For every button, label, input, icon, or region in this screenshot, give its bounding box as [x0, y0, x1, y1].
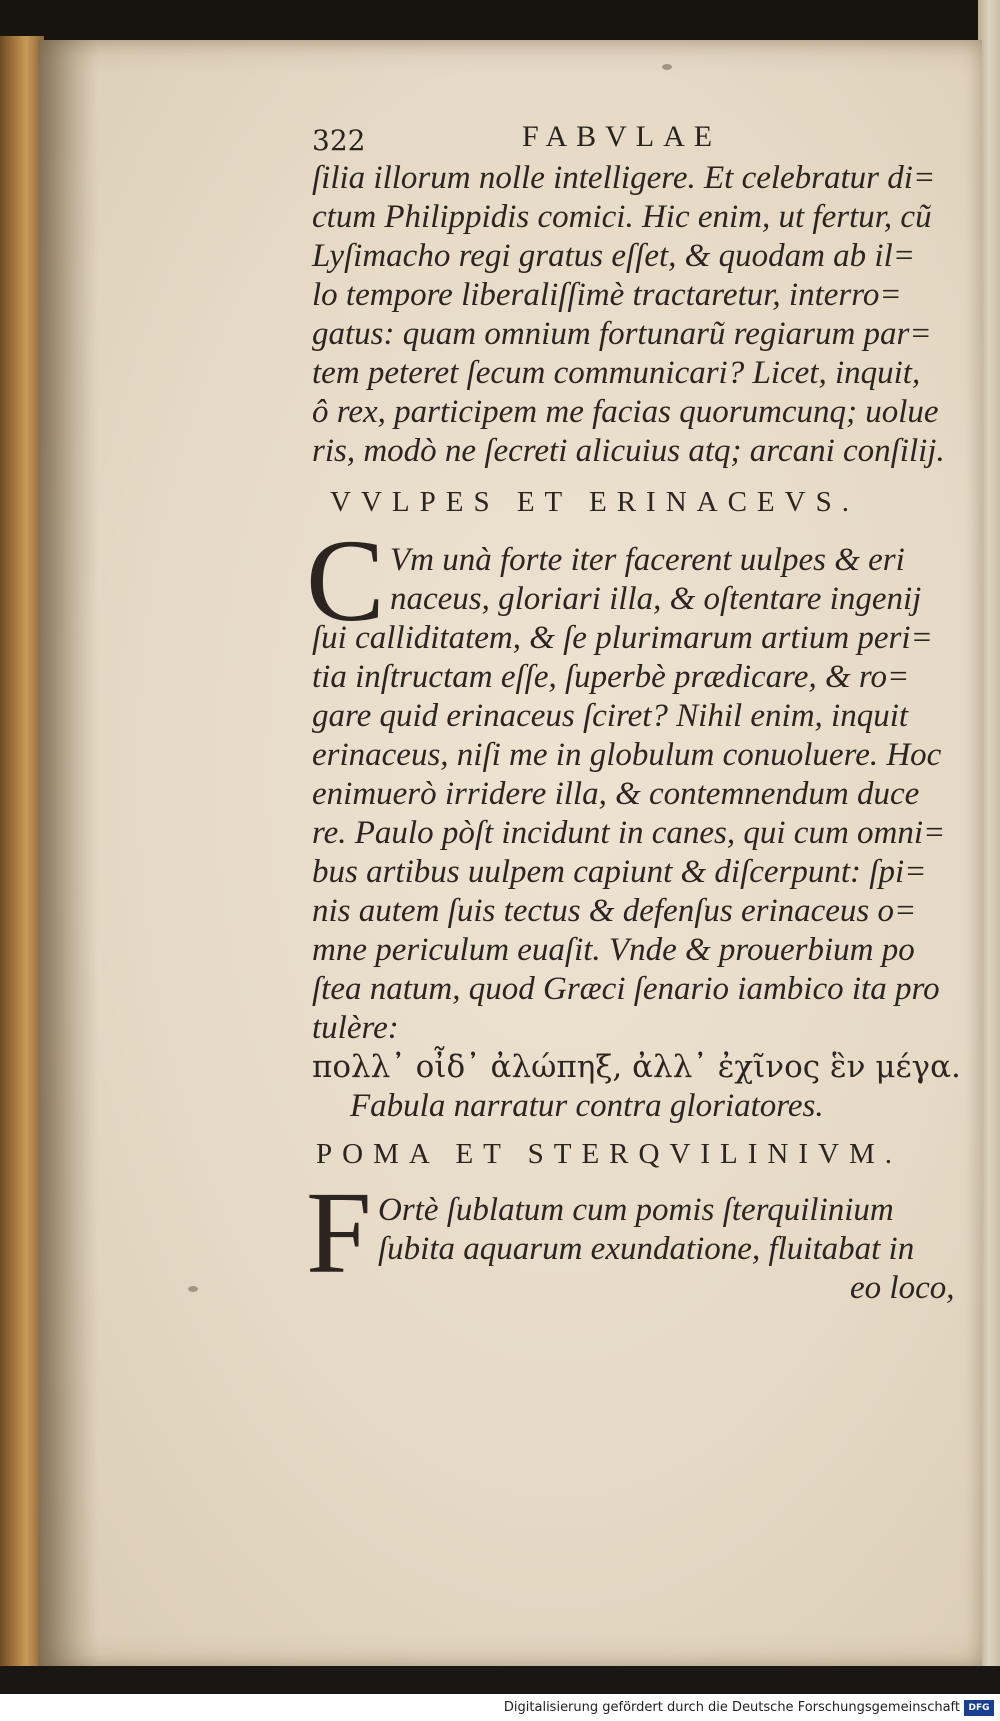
- catchword: eo loco,: [850, 1270, 955, 1306]
- text-line: bus artibus uulpem capiunt & diſcerpunt: ſpi=: [312, 854, 927, 890]
- running-head: [312, 120, 772, 160]
- text-line: nis autem ſuis tectus & defenſus erinaceus o=: [312, 893, 917, 929]
- text-line: re. Paulo pòſt incidunt in canes, qui cum omni=: [312, 815, 946, 851]
- text-line: lo tempore liberaliſſimè tractaretur, interro=: [312, 277, 902, 313]
- text-line: ſilia illorum nolle intelligere. Et celebratur di=: [312, 160, 936, 196]
- text-line: ô rex, participem me facias quorumcunq; uolue: [312, 394, 939, 430]
- text-line: tia inſtructam eſſe, ſuperbè prædicare, & ro=: [312, 659, 910, 695]
- text-line: tem peteret ſecum communicari? Licet, inquit,: [312, 355, 921, 391]
- gutter-shadow: [38, 40, 98, 1668]
- drop-capital: F: [306, 1167, 372, 1298]
- fable-heading: POMA ET STERQVILINIVM.: [316, 1138, 902, 1170]
- digitization-credit: Digitalisierung gefördert durch die Deutsche Forschungsgemeinschaft: [503, 1700, 960, 1715]
- text-line: Ortè ſublatum cum pomis ſterquilinium: [378, 1192, 894, 1228]
- dfg-logo-icon: DFG: [964, 1700, 994, 1716]
- paper-speck: [662, 64, 672, 70]
- drop-capital: C: [306, 515, 385, 646]
- text-line: ſtea natum, quod Græci ſenario iambico ita pro: [312, 971, 940, 1007]
- text-line: gare quid erinaceus ſciret? Nihil enim, inquit: [312, 698, 909, 734]
- text-line: ſubita aquarum exundatione, fluitabat in: [378, 1231, 915, 1267]
- text-line: gatus: quam omnium fortunarũ regiarum par=: [312, 316, 932, 352]
- fable-moral: Fabula narratur contra gloriatores.: [350, 1088, 824, 1124]
- fable-heading: VVLPES ET ERINACEVS.: [330, 486, 859, 518]
- greek-proverb: πολλ᾽ οἶδ᾽ ἀλώπηξ, ἀλλ᾽ ἐχῖνος ἓν μέγα.: [312, 1049, 961, 1085]
- text-line: Lyſimacho regi gratus eſſet, & quodam ab il=: [312, 238, 916, 274]
- text-line: ris, modò ne ſecreti alicuius atq; arcani conſilij.: [312, 433, 945, 469]
- text-line: enimuerò irridere illa, & contemnendum duce: [312, 776, 920, 812]
- text-line: tulère:: [312, 1010, 399, 1046]
- text-line: ſui calliditatem, & ſe plurimarum artium peri=: [312, 620, 933, 656]
- text-line: mne periculum euaſit. Vnde & prouerbium po: [312, 932, 915, 968]
- text-line: naceus, gloriari illa, & oſtentare ingenij: [390, 581, 922, 617]
- text-line: ctum Philippidis comici. Hic enim, ut fertur, cũ: [312, 199, 932, 235]
- paper-speck: [188, 1286, 198, 1292]
- text-line: erinaceus, niſi me in globulum conuoluere. Hoc: [312, 737, 942, 773]
- text-line: Vm unà forte iter facerent uulpes & eri: [390, 542, 905, 578]
- running-title: FABVLAE: [522, 120, 722, 153]
- scan-bottom-strip: [0, 1666, 1000, 1694]
- page-number: 322: [312, 124, 366, 157]
